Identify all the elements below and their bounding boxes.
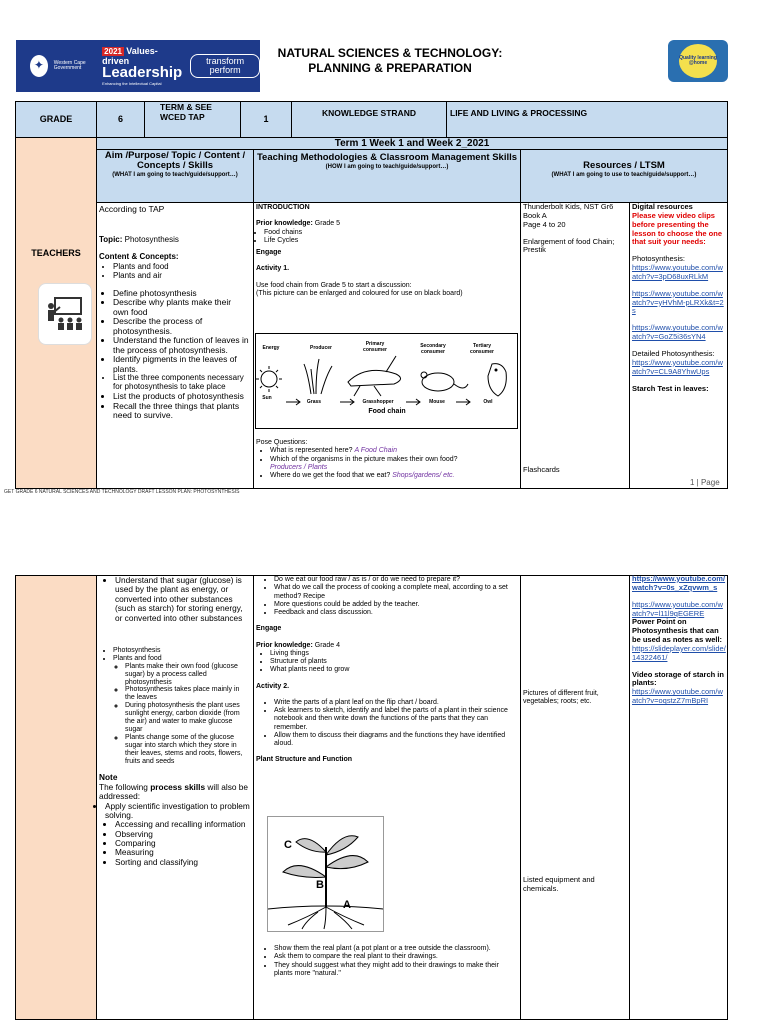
term-label: TERM & SEE WCED TAP: [144, 101, 241, 138]
leadership-logo: 2021 Values-driven Leadership Enhancing the Intellectual Capital: [102, 45, 183, 86]
page-title: NATURAL SCIENCES & TECHNOLOGY: PLANNING & PREPARATION: [277, 46, 503, 75]
grade-label: GRADE: [15, 101, 97, 138]
resources-content-p1: Thunderbolt Kids, NST Gr6 Book A Page 4 to 20 Enlargement of food Chain; Prestik: [523, 202, 615, 255]
strand-label: KNOWLEDGE STRAND: [291, 101, 447, 138]
plant-structure-diagram: C B A: [267, 816, 384, 932]
aim-content-p2: • Understand that sugar (glucose) is used by the plant as energy, or converted into other substances (such as starch) for storing energy, or converted into other substances • Photosynthesis • Plants and food ◦ Plants make their own food (glucose sugar) by a process called photosynthesis ◦ Photosynthesis takes place mainly in the leaves ◦ During photosynthesis the plant uses sunlight energy, carbon dioxide (from the air) and water to make glucose sugar ◦ Plants change some of the glucose sugar into starch which they store in their leaves, stems and roots, flowers, fruits and seeds Note The following process skills will also be addressed: • Apply scientific investigation to problem solving. • Accessing and recalling information • Observing • Comparing • Measuring • Sorting and classifying: [99, 576, 251, 867]
video-link-8[interactable]: https://www.youtube.com/watch?v=oqstzZ7mBpRI: [632, 687, 723, 706]
quality-learning-logo: Quality learning @home: [668, 40, 728, 82]
video-link-5[interactable]: https://www.youtube.com/watch?v=0s_xZqvwm_s: [632, 574, 726, 592]
resources-header: Resources / LTSM (WHAT I am going to use to teach/guide/support…): [520, 149, 728, 203]
term-week-heading: Term 1 Week 1 and Week 2_2021: [96, 137, 728, 150]
food-chain-diagram: Energy Producer Primary consumer Secondary consumer Tertiary consumer Sun Grass Grasshopper Mouse Owl Food chain: [255, 333, 518, 429]
pictures-resource: Pictures of different fruit, vegetables; roots; etc.: [523, 690, 599, 706]
strand-value: LIFE AND LIVING & PROCESSING: [446, 101, 728, 138]
term-value: 1: [240, 101, 292, 138]
video-link-2[interactable]: https://www.youtube.com/watch?v=yHVhM-pLRXk&t=2s: [632, 288, 724, 316]
aim-header: Aim /Purpose/ Topic / Content / Concepts / Skills (WHAT I am going to teach/guide/support…): [96, 149, 254, 203]
equipment-resource: Listed equipment and chemicals.: [523, 875, 595, 893]
teachers-cell: TEACHERS: [15, 137, 97, 489]
coat-of-arms-icon: ✦: [30, 55, 48, 77]
digital-resources-p1: Digital resources Please view video clips before presenting the lesson to choose the one that suit your needs: Photosynthesis: https://www.youtube.com/watch?v=3pD68uxRLkM https://www.youtube.com/watch?v=yHVhM-pLRXk&t=2s https://www.youtube.com/watch?v=GoZ5i36sYN4 Detailed Photosynthesis: https://www.youtube.com/watch?v=CL9A8YhwUps Starch Test in leaves:: [632, 203, 726, 393]
teacher-classroom-icon: [38, 283, 92, 345]
wcg-logo-banner: [16, 40, 260, 92]
method-bottom-p2: • Show them the real plant (a pot plant or a tree outside the classroom). • Ask them to compare the real plant to their drawings. • They should suggest what they might add to their drawings to make their plants more "natural.": [256, 945, 518, 978]
wcg-logo-text: Western Cape Government: [53, 59, 86, 71]
method-content-p2: • Do we eat our food raw / as is / or do we need to prepare it? • What do we call the process of cooking a complete meal, according to a set method? Recipe • More questions could be added by the teacher. • Feedback and class discussion. Engage Prior knowledge: Grade 4 • Living things • Structure of plants • What plants need to grow Activity 2. • Write the parts of a plant leaf on the flip chart / board. • Ask learners to sketch, identify and label the parts of a plant in their science notebook and then write down the functions of the parts that they can remember. • Allow them to discuss their diagrams and the functions they have identified aloud. Plant Structure and Function: [256, 576, 518, 765]
teachers-cell-p2: [15, 575, 97, 1020]
grade-value: 6: [96, 101, 145, 138]
slideplayer-link[interactable]: https://slideplayer.com/slide/14322461/: [632, 643, 726, 662]
video-link-6[interactable]: https://www.youtube.com/watch?v=l11l9qEGERE: [632, 599, 723, 618]
resources-cell-p2: [520, 575, 630, 1020]
page-footer: GET GRADE 6 NATURAL SCIENCES AND TECHNOLOGY DRAFT LESSON PLAN: PHOTOSYNTHESIS: [4, 489, 240, 495]
flashcards-label: Flashcards: [523, 465, 560, 474]
page-number: 1 | Page: [690, 478, 720, 487]
video-link-4[interactable]: https://www.youtube.com/watch?v=CL9A8YhwUps: [632, 357, 723, 376]
digital-resources-p2: https://www.youtube.com/watch?v=0s_xZqvwm_s https://www.youtube.com/watch?v=l11l9qEGERE Power Point on Photosynthesis that can be used as notes as well: https://slideplayer.com/slide/14322461/ Video storage of starch in plants: https://www.youtube.com/watch?v=oqstzZ7mBpRI: [632, 574, 726, 706]
method-header: Teaching Methodologies & Classroom Management Skills (HOW I am going to teach/guide/support…): [253, 149, 521, 203]
aim-content-p1: According to TAP Topic: Photosynthesis Content & Concepts: • Plants and food • Plants and air • Define photosynthesis • Describe why plants make their own food • Describe the process of photosynthesis. • Understand the function of leaves in the process of photosynthesis. • Identify pigments in the leaves of plants. • List the three components necessary for photosynthesis to take place • List the products of photosynthesis • Recall the three things that plants need to survive.: [99, 204, 249, 421]
method-content-p1: INTRODUCTION Prior knowledge: Grade 5 • Food chains • Life Cycles Engage Activity 1. Use food chain from Grade 5 to start a discussion: (This picture can be enlarged and coloured for use on black board): [256, 204, 518, 298]
pose-questions-p1: Pose Questions: • What is represented here? A Food Chain • Which of the organisms in the picture makes their own food? Producers / Plants • Where do we get the food that we eat? Shops/gardens/ etc.: [256, 439, 518, 480]
transform-perform-logo: transform perform: [190, 54, 260, 78]
video-link-3[interactable]: https://www.youtube.com/watch?v=GoZ5i36sYN4: [632, 323, 723, 342]
video-link-1[interactable]: https://www.youtube.com/watch?v=3pD68uxRLkM: [632, 263, 723, 281]
